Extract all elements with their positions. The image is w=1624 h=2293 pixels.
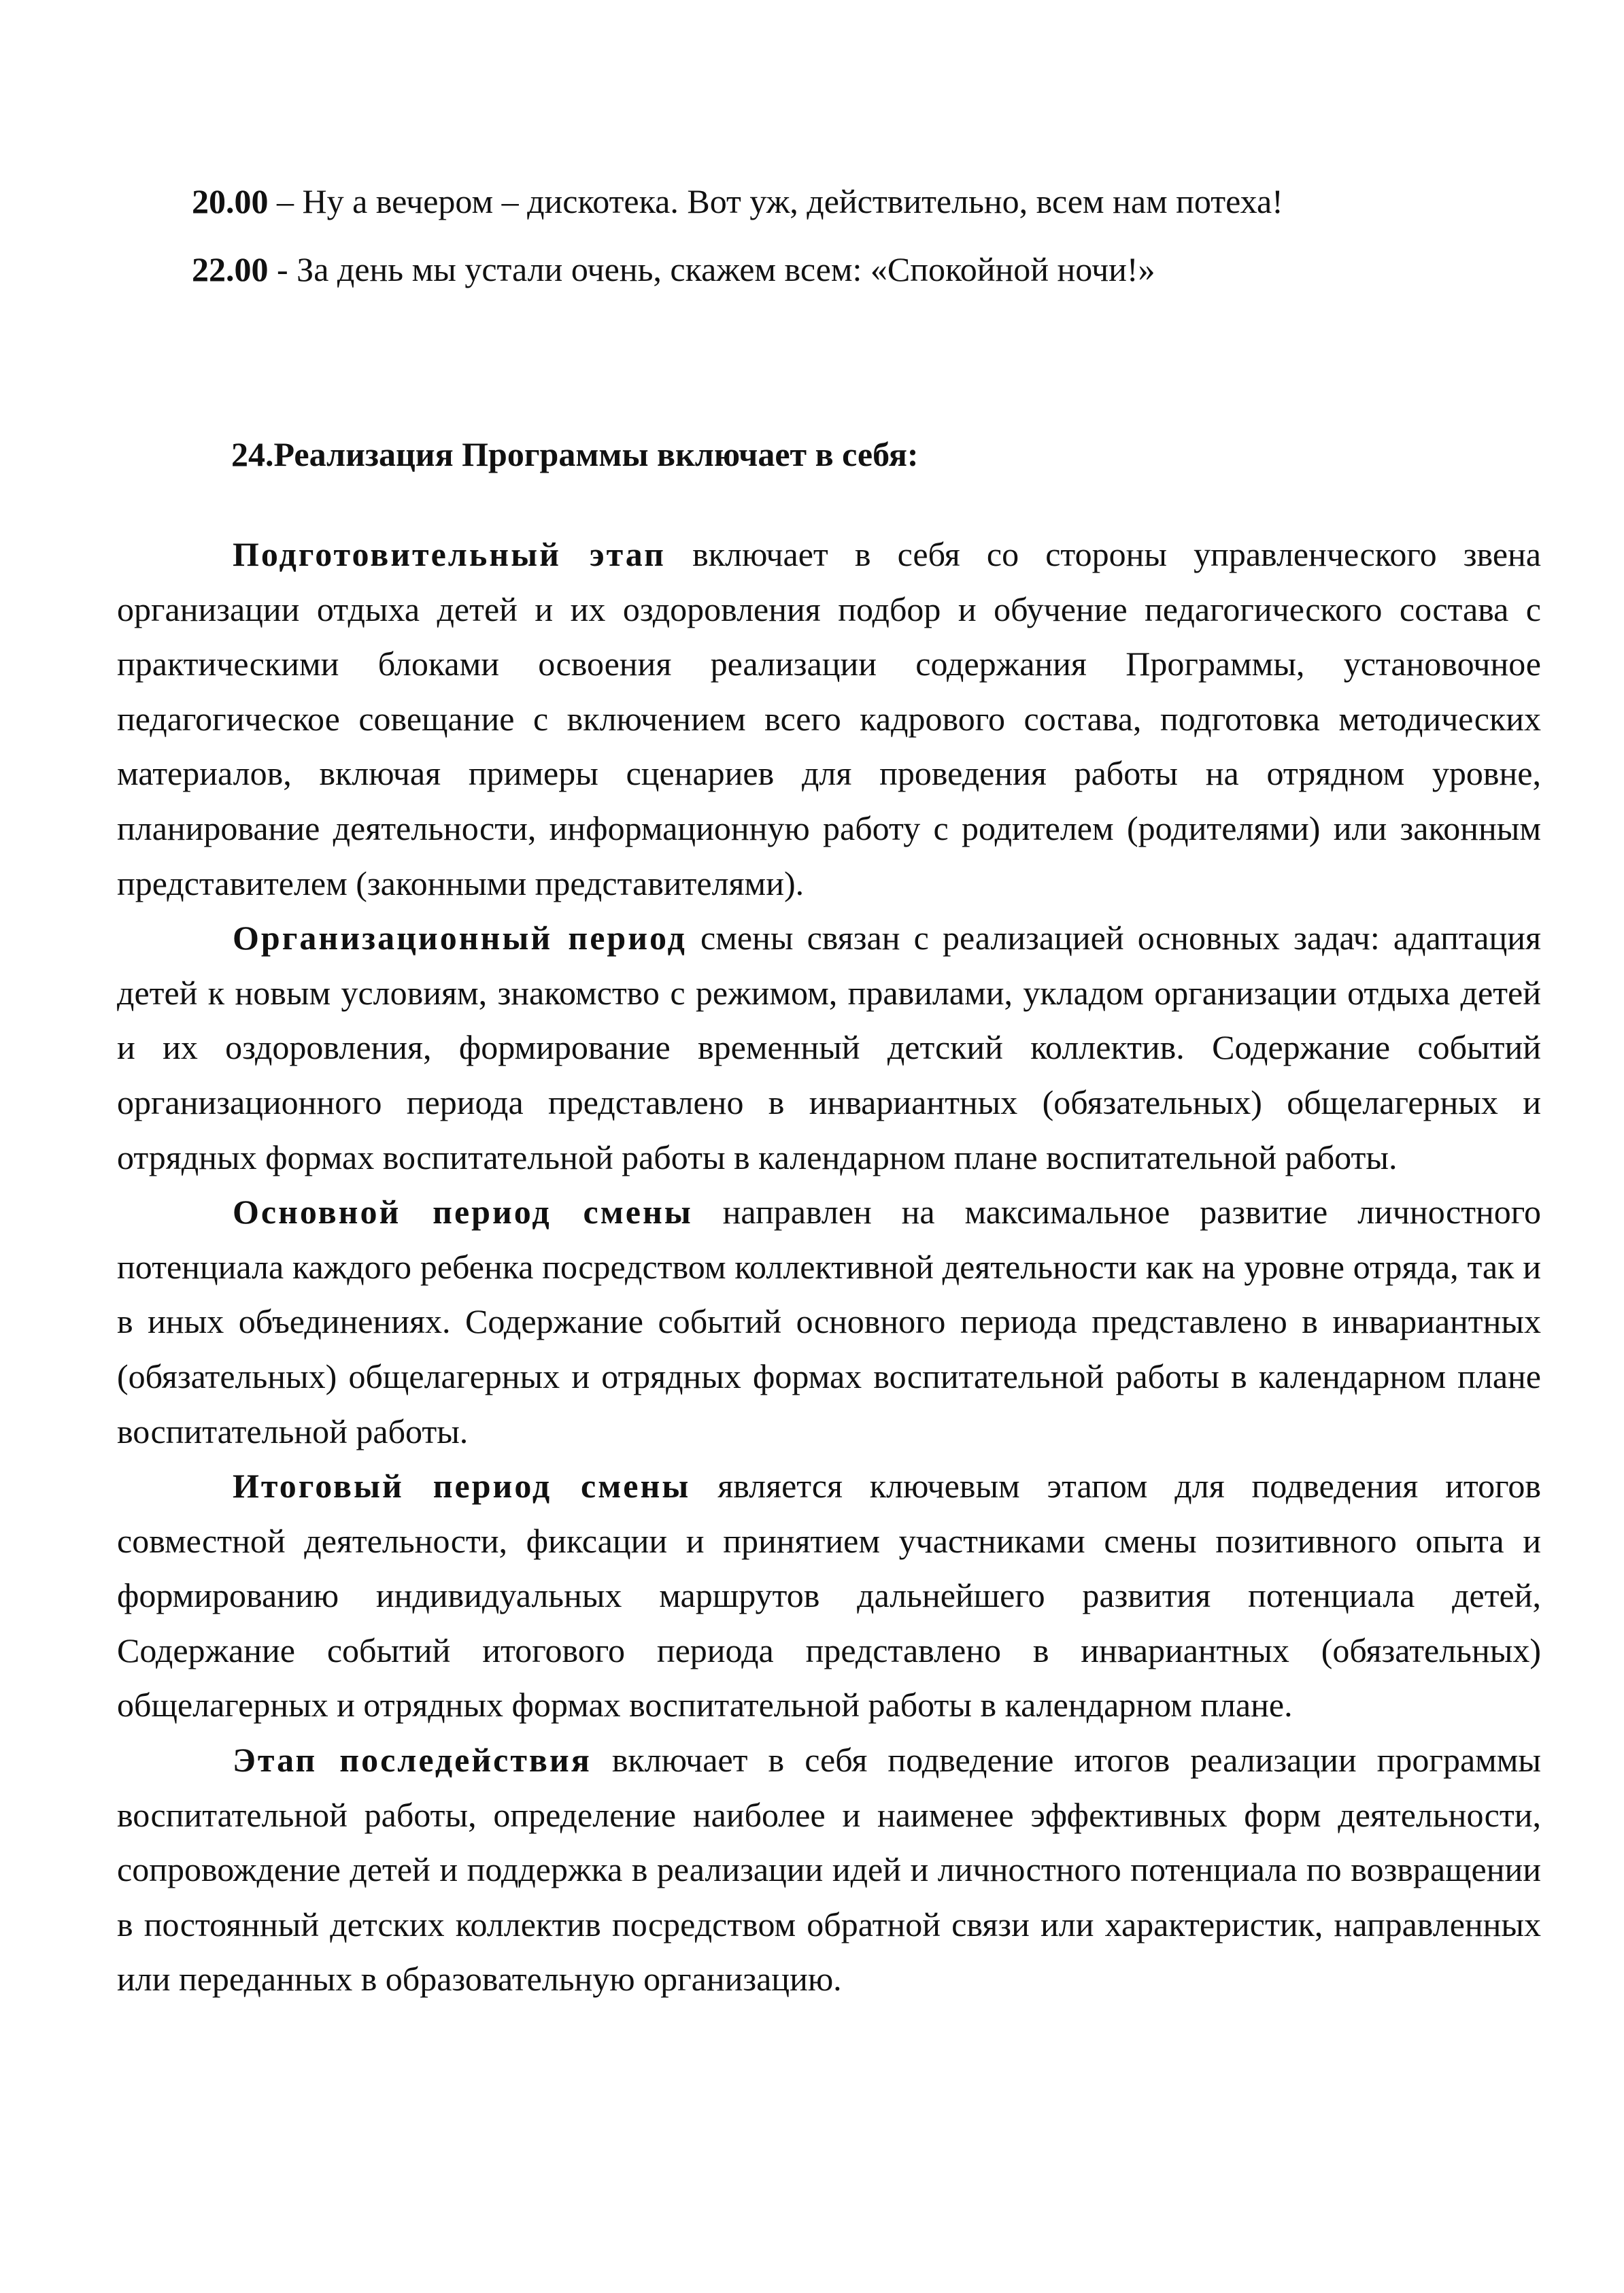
paragraph-text: направлен на максимальное развитие личностного потенциала каждого ребенка посредством коллективной деятельности как на уровне отряда, так и в иных объединениях. Содержание событий основного периода представлено в инвариантных (обязательных) общелагерных и отрядных формах воспитательной работы в календарном плане воспитательной работы. (117, 1193, 1542, 1450)
schedule-line-evening (192, 181, 1283, 222)
paragraph-text: включает в себя подведение итогов реализации программы воспитательной работы, определение наиболее и наименее эффективных форм деятельности, сопровождение детей и поддержка в реализации идей и личностного потенциала по возвращении в постоянный детских коллектив посредством обратной связи или характеристик, направленных или переданных в образовательную организацию. (117, 1741, 1542, 1999)
paragraph-lead: Организационный период (233, 919, 687, 957)
schedule-line-night (192, 249, 1155, 290)
schedule-text: - За день мы устали очень, скажем всем: «Спокойной ночи!» (268, 250, 1155, 288)
paragraph-organizational-period (117, 911, 1541, 1185)
schedule-text: – Ну а вечером – дискотека. Вот уж, действительно, всем нам потеха! (268, 182, 1283, 220)
paragraph-aftereffect-stage (117, 1733, 1541, 2007)
schedule-time: 22.00 (192, 250, 269, 288)
paragraph-lead: Итоговый период смены (233, 1467, 691, 1506)
paragraph-text: является ключевым этапом для подведения итогов совместной деятельности, фиксации и принятием участниками смены позитивного опыта и формированию индивидуальных маршрутов дальнейшего развития потенциала детей, Содержание событий итогового периода представлено в инвариантных (обязательных) общелагерных и отрядных формах воспитательной работы в календарном плане. (117, 1467, 1541, 1725)
paragraph-lead: Основной период смены (233, 1193, 693, 1232)
body-text (117, 527, 1541, 2007)
paragraph-lead: Этап последействия (233, 1741, 592, 1780)
paragraph-text: смены связан с реализацией основных задач: адаптация детей к новым условиям, знакомство с режимом, правилами, укладом организации отдыха детей и их оздоровления, формирование временный детский коллектив. Содержание событий организационного периода представлено в инвариантных (обязательных) общелагерных и отрядных формах воспитательной работы в календарном плане воспитательной работы. (117, 919, 1541, 1176)
section-heading: 24.Реализация Программы включает в себя: (231, 435, 919, 473)
paragraph-preparatory-stage (117, 527, 1541, 911)
paragraph-final-period (117, 1459, 1541, 1733)
paragraph-lead: Подготовительный этап (233, 535, 666, 573)
schedule-time: 20.00 (192, 182, 269, 220)
paragraph-main-period (117, 1185, 1541, 1459)
paragraph-text: включает в себя со стороны управленческого звена организации отдыха детей и их оздоровления подбор и обучение педагогического состава с практическими блоками освоения реализации содержания Программы, установочное педагогическое совещание с включением всего кадрового состава, подготовка методических материалов, включая примеры сценариев для проведения работы на отрядном уровне, планирование деятельности, информационную работу с родителем (родителями) или законным представителем (законными представителями). (117, 535, 1541, 902)
